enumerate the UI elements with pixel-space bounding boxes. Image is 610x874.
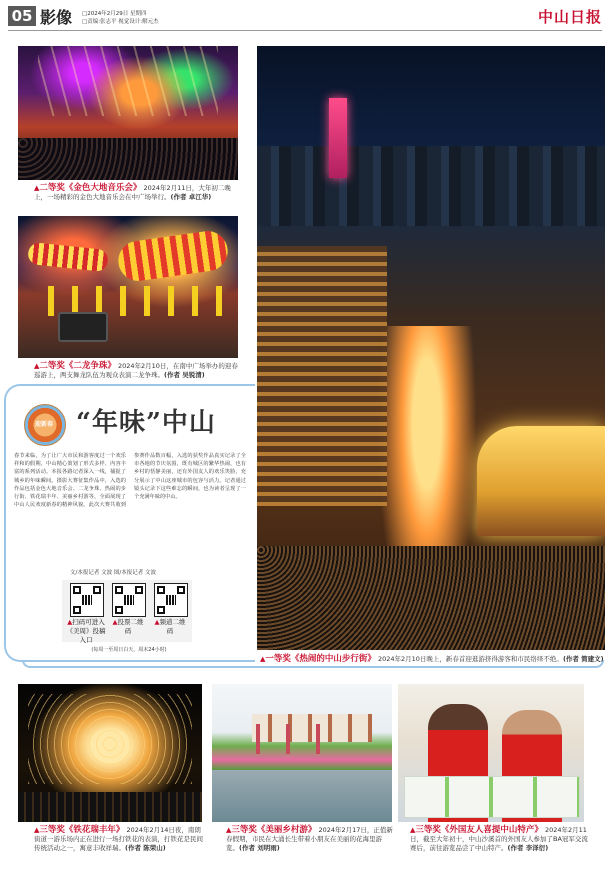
people xyxy=(242,724,342,754)
caption-text: 2024年2月10日晚上，新春首迎逛游挤得游客和市民络绎不绝。 xyxy=(377,655,563,663)
ground-railing xyxy=(18,792,202,822)
caption-golden-concert: ▲二等奖《金色大地音乐会》 2024年2月11日，大年初二晚上，一场精彩的金色大地音乐会在中广场举行。(作者 卓江华) xyxy=(34,183,231,201)
award-title: 二等奖《二龙争珠》 xyxy=(39,361,116,371)
photographer: (作者 卓江华) xyxy=(170,193,212,201)
photographer: (作者 陈荣山) xyxy=(125,844,166,852)
city-skyline xyxy=(257,146,605,226)
editor-credits: □责编:张志平 视觉设计:解元杰 xyxy=(82,19,159,25)
photo-golden-concert xyxy=(18,46,238,180)
caption-text: 2024年2月10日，在南中广场举办的迎春巡游上，两支舞龙队伍为观众表演二龙争珠。 xyxy=(34,362,238,379)
caption-iron-flowers: ▲三等奖《铁花瑞丰年》 2024年2月14日夜，南朗街道一游乐场内正在进行一场打铁花的表演，打铁花是民间传统活动之一，寓意丰收祥瑞。(作者 陈荣山) xyxy=(34,825,203,852)
photo-village-tour xyxy=(212,684,392,822)
caption-dragon-dance: ▲二等奖《二龙争珠》 2024年2月10日，在南中广场举办的迎春巡游上，两支舞龙队伍为观众表演二龙争珠。(作者 吴锐清) xyxy=(34,361,238,379)
dragon-body xyxy=(116,229,230,284)
sparks xyxy=(28,694,192,784)
award-title: 三等奖《美丽乡村游》 xyxy=(231,825,317,835)
photographer: (作者 简建文) xyxy=(562,655,604,663)
header-rule xyxy=(8,30,602,31)
caption-text: 2024年2月11日，截至大年初十，中山沙溪首的外国友人参加了BA冠军交流赛后，前往游览品尝了中山特产。 xyxy=(410,826,588,852)
dragon-body-2 xyxy=(27,242,109,272)
water-reflection xyxy=(212,770,392,822)
caption-text: 2024年2月17日，正值新春假期，市民在大涌长生带着小朋友在美丽的花海里游览。 xyxy=(226,826,393,852)
section-title: 影像 xyxy=(40,8,73,27)
qr-code-channel[interactable] xyxy=(154,583,188,617)
photographer: (作者 吴锐清) xyxy=(164,371,205,379)
caption-text: 2024年2月14日夜，南朗街道一游乐场内正在进行一场打铁花的表演，打铁花是民间传统活动之一，寓意丰收祥瑞。 xyxy=(34,826,203,852)
photo-iron-flowers xyxy=(18,684,202,822)
award-title: 三等奖《外国友人喜提中山特产》 xyxy=(415,825,543,835)
page-number: 05 xyxy=(11,7,33,25)
qr-label-channel: ▲频道二维码 xyxy=(154,618,186,635)
issue-date: □2024年2月29日 星期四 xyxy=(82,11,147,17)
qr-note: (每周一至周日白天，周末24小时) xyxy=(91,647,167,653)
tower xyxy=(329,98,347,178)
qr-code-submit[interactable] xyxy=(70,583,104,617)
feature-title: “年味”中山 xyxy=(76,408,216,438)
photo-foreign-friends xyxy=(398,684,584,822)
crowd xyxy=(18,138,238,180)
caption-village-tour: ▲三等奖《美丽乡村游》 2024年2月17日，正值新春假期，市民在大涌长生带着小朋友在美丽的花海里游览。(作者 刘明雨) xyxy=(226,825,393,852)
gift-bags xyxy=(404,776,580,818)
photo-dragon-dance xyxy=(18,216,238,358)
badge-label: 迎新春 xyxy=(34,421,53,428)
feature-body: 春节来临，为了让广大市民和游客度过一个欢乐祥和的假期，中山精心策划了形式多样、内容丰富的系列活动。本报各路记者深入一线，捕捉了城乡的年味瞬间。摄影大赛征集作品中，入选的作品包括金色大地音乐会、二龙争珠、热闹的步行街、铁花瑞丰年、美丽乡村游等，全面展现了中山人民欢度新春的精神风貌。此次大赛共收到参赛作品数百幅，入选的获奖作品真实记录了全市各地的节庆氛围，既有城区的繁华热闹，也有乡村的恬静美丽，还有外国友人的欢乐笑脸，充分展示了中山这座城市的包容与活力。记者通过镜头记录下这些难忘的瞬间，也为读者呈现了一个充满年味的中山。 xyxy=(14,453,246,509)
newspaper-logo: 中山日报 xyxy=(537,8,602,26)
photo-pedestrian-street xyxy=(257,46,605,650)
qr-label-submit: ▲扫码可进入《美周》投稿入口 xyxy=(66,618,106,644)
caption-foreign-friends: ▲三等奖《外国友人喜提中山特产》 2024年2月11日，截至大年初十，中山沙溪首的外国友人参加了BA冠军交流赛后，前往游览品尝了中山特产。(作者 李泽衍) xyxy=(410,825,588,852)
caption-text: 2024年2月11日，大年初二晚上，一场精彩的金色大地音乐会在中广场举行。 xyxy=(34,184,231,201)
crowd-foreground xyxy=(257,546,605,650)
phone-in-hand xyxy=(58,312,108,342)
stage-lights xyxy=(38,46,218,116)
award-title: 三等奖《铁花瑞丰年》 xyxy=(39,825,125,835)
caption-pedestrian-street: ▲一等奖《热闹的中山步行街》 2024年2月10日晚上，新春首迎逛游挤得游客和市民络绎不绝。(作者 简建文) xyxy=(260,654,604,664)
feature-credits: 文/本报记者 文波 图/本报记者 文波 xyxy=(70,570,156,576)
award-title: 一等奖《热闹的中山步行街》 xyxy=(265,654,376,664)
award-title: 二等奖《金色大地音乐会》 xyxy=(39,183,142,193)
left-buildings xyxy=(257,246,387,506)
photographer: (作者 刘明雨) xyxy=(239,844,280,852)
photographer: (作者 李泽衍) xyxy=(507,844,549,852)
qr-code-vote[interactable] xyxy=(112,583,146,617)
right-building-lit xyxy=(477,426,605,536)
qr-label-vote: ▲投票二维码 xyxy=(112,618,144,635)
